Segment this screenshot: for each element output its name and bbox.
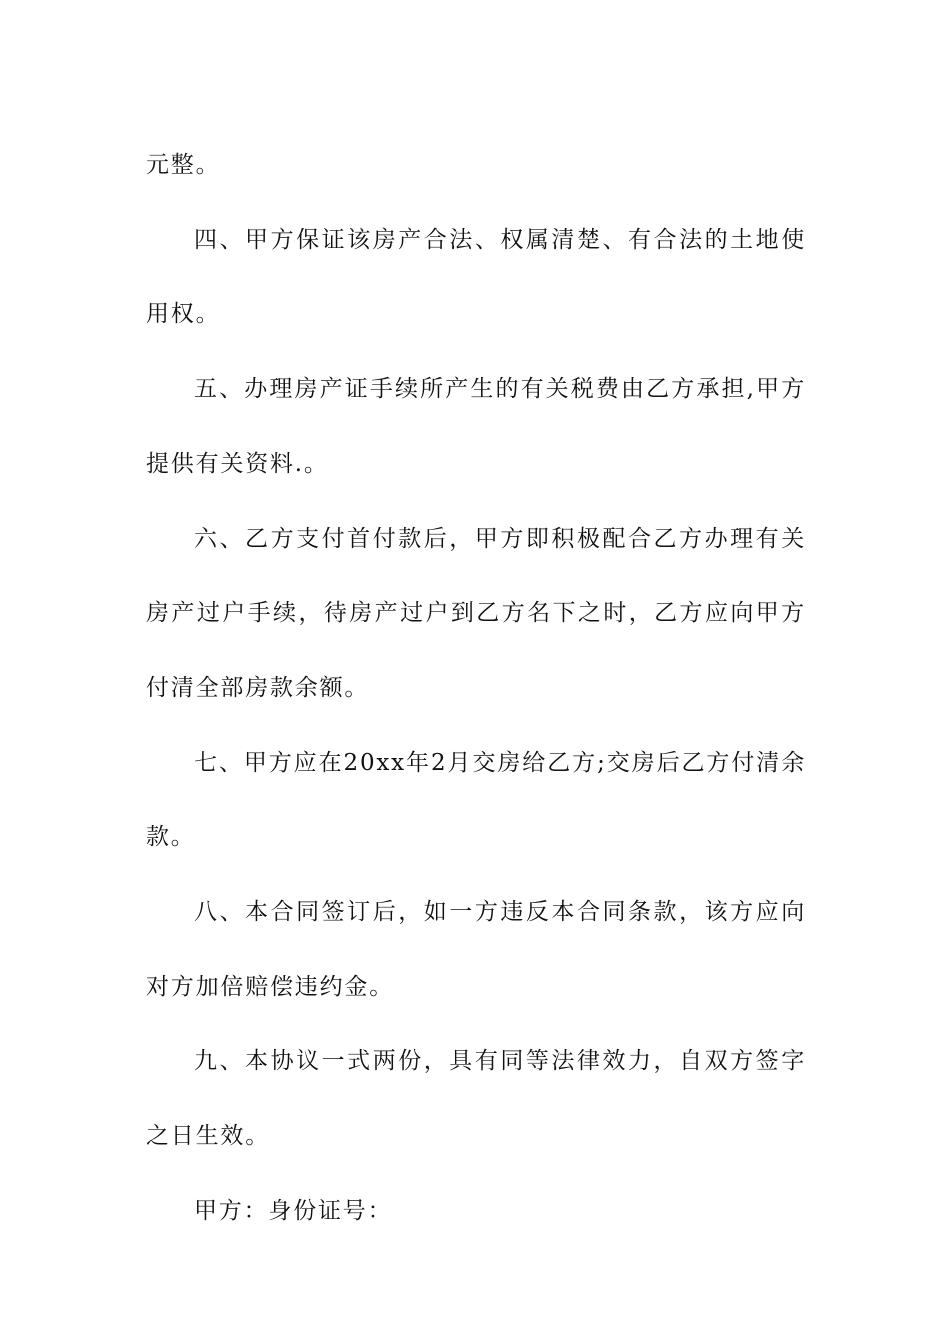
clause-six: 六、乙方支付首付款后，甲方即积极配合乙方办理有关房产过户手续，待房产过户到乙方名下之时，乙方应向甲方付清全部房款余额。	[146, 525, 806, 701]
clause-four: 四、甲方保证该房产合法、权属清楚、有合法的土地使用权。	[146, 226, 806, 328]
clause-nine: 九、本协议一式两份，具有同等法律效力，自双方签字之日生效。	[146, 1048, 806, 1150]
party-a-id-line: 甲方：身份证号：	[194, 1197, 393, 1224]
clause-seven: 七、甲方应在20xx年2月交房给乙方;交房后乙方付清余款。	[146, 749, 806, 851]
clause-eight: 八、本合同签订后，如一方违反本合同条款，该方应向对方加倍赔偿违约金。	[146, 899, 806, 1000]
paragraph-continuation: 元整。	[146, 152, 221, 178]
clause-five: 五、办理房产证手续所产生的有关税费由乙方承担,甲方提供有关资料.。	[146, 376, 806, 477]
document-body	[146, 128, 806, 1249]
